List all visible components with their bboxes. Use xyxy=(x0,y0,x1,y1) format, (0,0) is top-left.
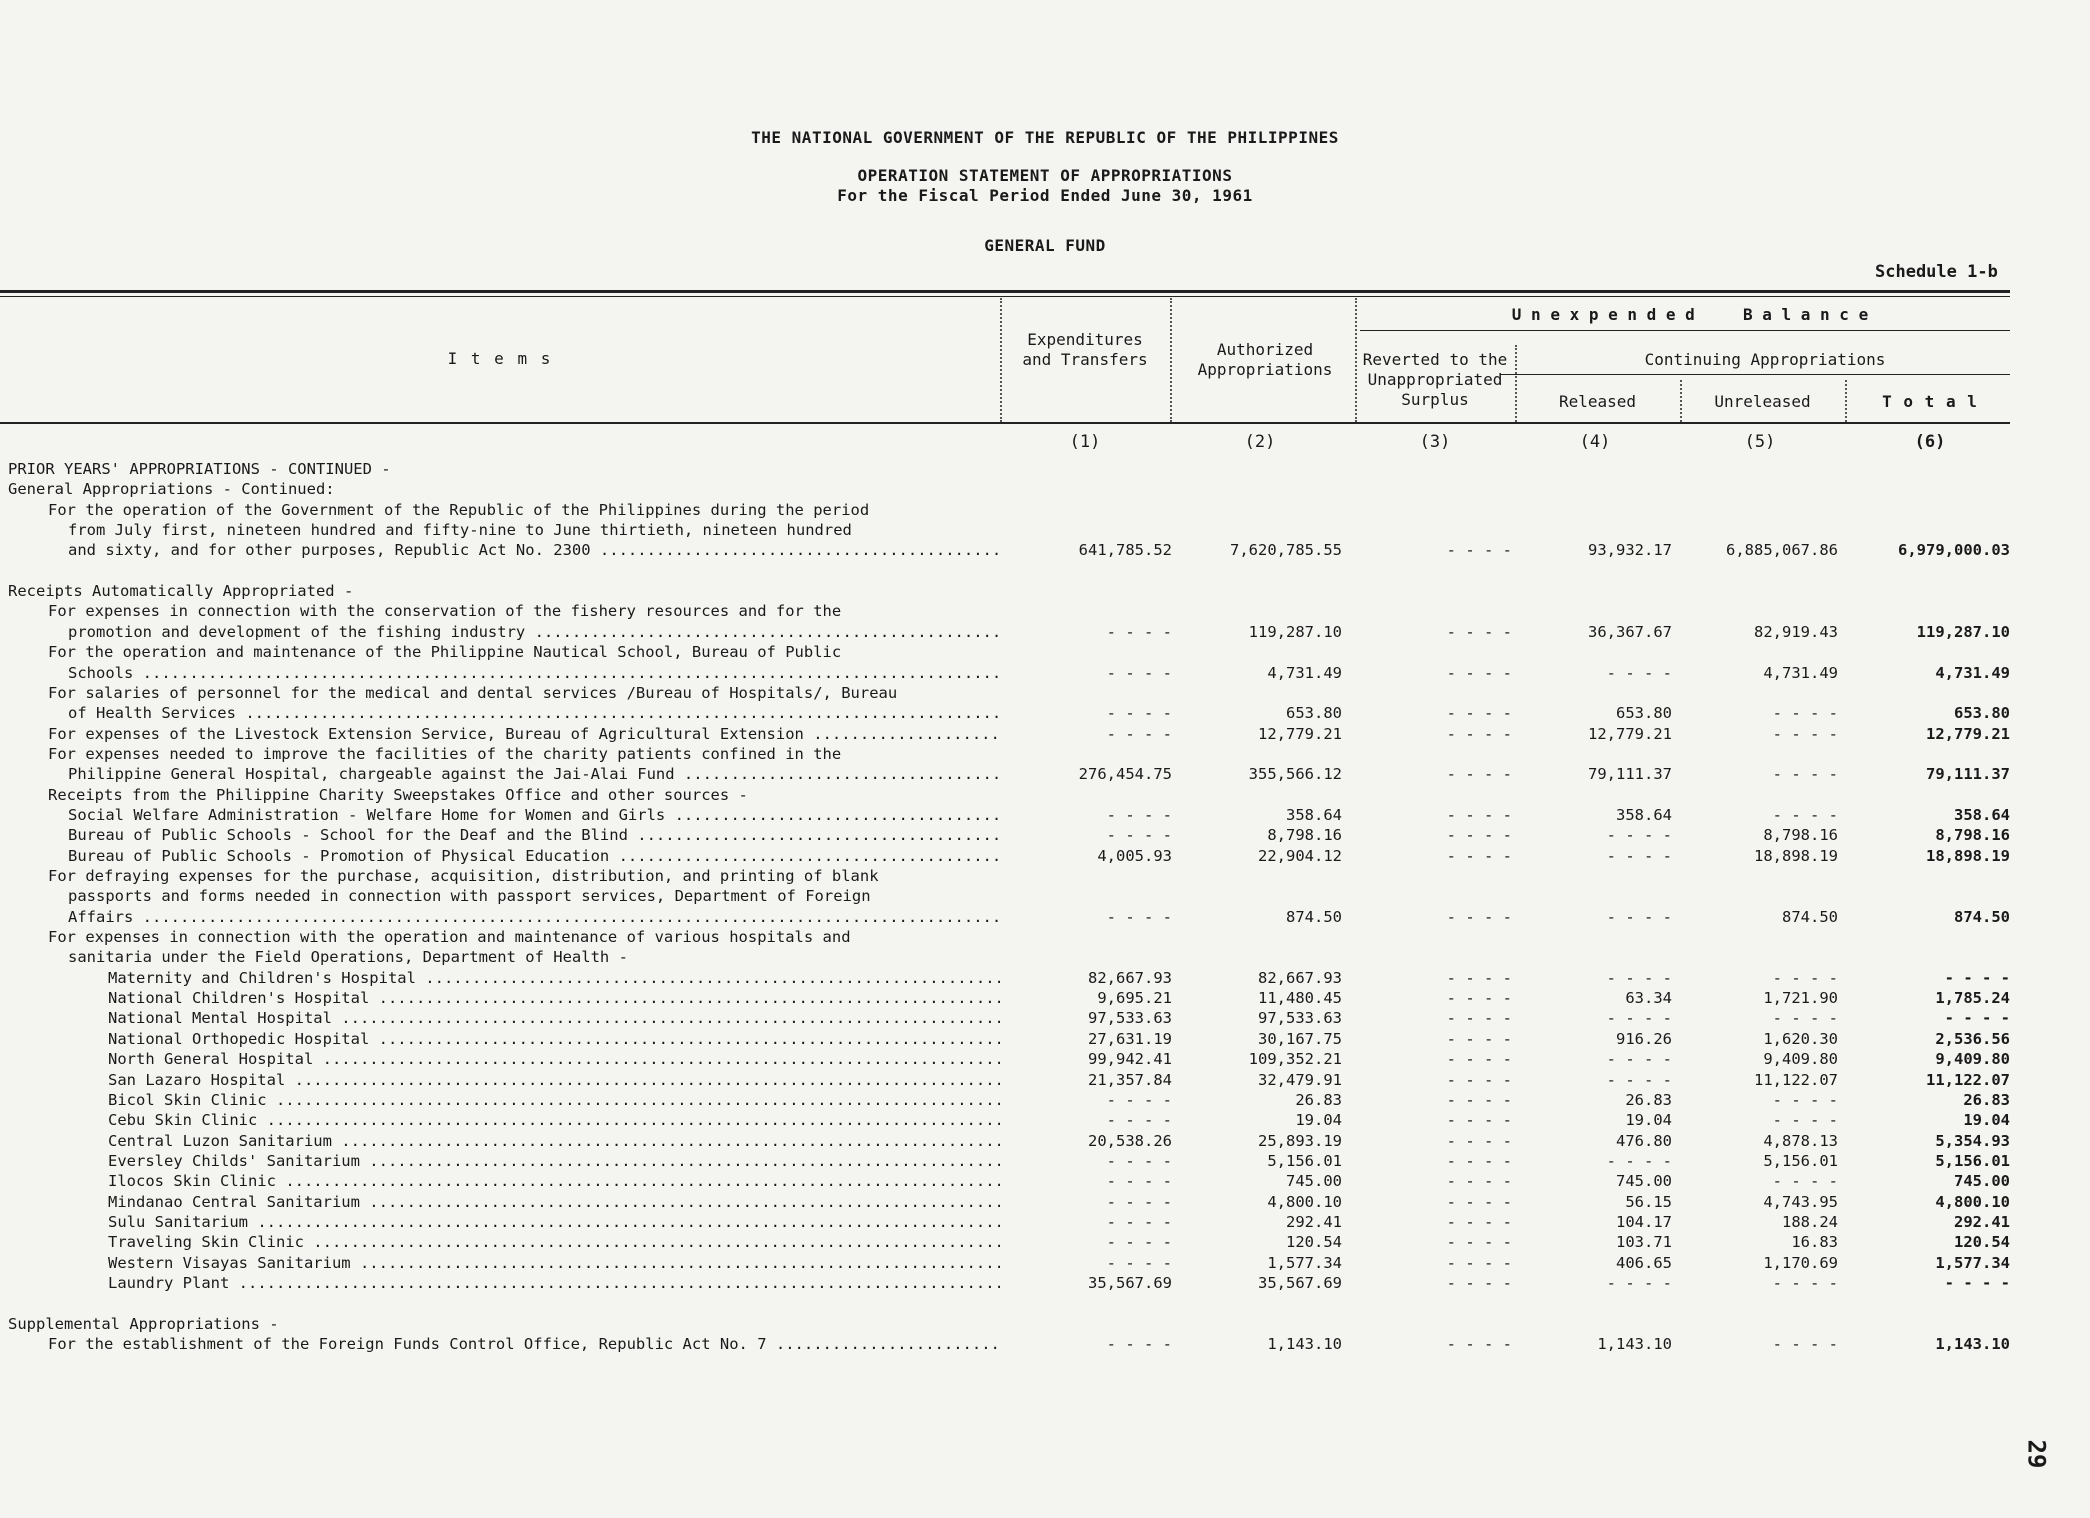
row-description: For the operation of the Government of the Republic of the Philippines during the period xyxy=(48,500,870,519)
expenditures-cell: 9,695.21 xyxy=(1097,989,1172,1008)
unreleased-cell: - - - - xyxy=(1772,1335,1838,1354)
total-cell: 119,287.10 xyxy=(1916,622,2010,641)
authorized-cell: 745.00 xyxy=(1286,1172,1342,1191)
unreleased-cell: 4,878.13 xyxy=(1763,1131,1838,1150)
unreleased-cell: - - - - xyxy=(1772,724,1838,743)
expenditures-header: Expenditures and Transfers xyxy=(1022,330,1148,369)
row-description: Supplemental Appropriations - xyxy=(8,1314,279,1333)
released-cell: 26.83 xyxy=(1625,1090,1672,1109)
row-description: Bicol Skin Clinic ..... xyxy=(108,1091,1000,1109)
reverted-cell: - - - - xyxy=(1446,541,1512,560)
expenditures-cell: - - - - xyxy=(1106,663,1172,682)
released-cell: - - - - xyxy=(1606,968,1672,987)
total-cell: 4,731.49 xyxy=(1935,663,2010,682)
reverted-cell: - - - - xyxy=(1446,704,1512,723)
authorized-cell: 30,167.75 xyxy=(1258,1029,1342,1048)
table-row xyxy=(0,1254,2090,1274)
expenditures-cell: - - - - xyxy=(1106,1192,1172,1211)
authorized-cell: 653.80 xyxy=(1286,704,1342,723)
row-description: Schools ..... xyxy=(68,664,1000,682)
authorized-cell: 119,287.10 xyxy=(1248,622,1342,641)
released-cell: 1,143.10 xyxy=(1597,1335,1672,1354)
expenditures-cell: 99,942.41 xyxy=(1088,1050,1172,1069)
row-description: Western Visayas Sanitarium ..... xyxy=(108,1254,1000,1272)
statement-title: OPERATION STATEMENT OF APPROPRIATIONS xyxy=(857,166,1233,185)
row-description: For expenses of the Livestock Extension Service, Bureau of Agricultural Extension ..... xyxy=(48,725,1000,743)
col-sep xyxy=(1355,298,1357,422)
total-cell: 11,122.07 xyxy=(1926,1070,2010,1089)
reverted-cell: - - - - xyxy=(1446,1212,1512,1231)
table-row xyxy=(0,1274,2090,1294)
unreleased-cell: - - - - xyxy=(1772,765,1838,784)
table-row xyxy=(0,765,2090,785)
table-row xyxy=(0,887,2090,907)
authorized-cell: 874.50 xyxy=(1286,907,1342,926)
total-cell: 1,143.10 xyxy=(1935,1335,2010,1354)
table-row xyxy=(0,623,2090,643)
reverted-cell: - - - - xyxy=(1446,1172,1512,1191)
balance-rule xyxy=(1360,330,2010,331)
schedule-label: Schedule 1-b xyxy=(1875,262,1998,282)
top-rule-thin xyxy=(0,296,2010,297)
col-sep xyxy=(1170,298,1172,422)
table-row xyxy=(0,1294,2090,1314)
total-cell: - - - - xyxy=(1944,1009,2010,1028)
expenditures-cell: - - - - xyxy=(1106,826,1172,845)
table-row xyxy=(0,847,2090,867)
authorized-cell: 1,577.34 xyxy=(1267,1253,1342,1272)
released-cell: 406.65 xyxy=(1616,1253,1672,1272)
reverted-cell: - - - - xyxy=(1446,1192,1512,1211)
unreleased-cell: 874.50 xyxy=(1782,907,1838,926)
authorized-cell: 19.04 xyxy=(1295,1111,1342,1130)
col-num-5: (5) xyxy=(1744,432,1776,452)
row-description: passports and forms needed in connection with passport services, Department of Foreign xyxy=(68,887,871,906)
row-description: For expenses needed to improve the facilities of the charity patients confined in the xyxy=(48,744,842,763)
table-row xyxy=(0,1030,2090,1050)
expenditures-cell: - - - - xyxy=(1106,704,1172,723)
reverted-cell: - - - - xyxy=(1446,1090,1512,1109)
table-row xyxy=(0,684,2090,704)
unreleased-cell: 11,122.07 xyxy=(1754,1070,1838,1089)
row-description: Sulu Sanitarium ..... xyxy=(108,1213,1000,1231)
expenditures-cell: 20,538.26 xyxy=(1088,1131,1172,1150)
authorized-cell: 22,904.12 xyxy=(1258,846,1342,865)
row-description: Social Welfare Administration - Welfare Home for Women and Girls ..... xyxy=(68,806,1000,824)
col-sep xyxy=(1000,298,1002,422)
total-cell: 18,898.19 xyxy=(1926,846,2010,865)
table-row xyxy=(0,1071,2090,1091)
released-header: Released xyxy=(1558,392,1637,411)
row-description: Eversley Childs' Sanitarium ..... xyxy=(108,1152,1000,1170)
total-cell: 79,111.37 xyxy=(1926,765,2010,784)
authorized-cell: 109,352.21 xyxy=(1248,1050,1342,1069)
table-row xyxy=(0,602,2090,622)
released-cell: - - - - xyxy=(1606,663,1672,682)
released-cell: 63.34 xyxy=(1625,989,1672,1008)
table-row xyxy=(0,582,2090,602)
expenditures-cell: - - - - xyxy=(1106,1233,1172,1252)
row-description: For defraying expenses for the purchase, acquisition, distribution, and printing of blank xyxy=(48,867,879,885)
continuing-header: Continuing Appropriations xyxy=(1644,350,1886,369)
row-description: National Mental Hospital ..... xyxy=(108,1009,1000,1027)
expenditures-cell: - - - - xyxy=(1106,1212,1172,1231)
table-row xyxy=(0,989,2090,1009)
row-description: sanitaria under the Field Operations, Department of Health - xyxy=(68,948,628,967)
total-cell: 4,800.10 xyxy=(1935,1192,2010,1211)
released-cell: 653.80 xyxy=(1616,704,1672,723)
released-cell: - - - - xyxy=(1606,1050,1672,1069)
row-description: San Lazaro Hospital ..... xyxy=(108,1071,1000,1089)
row-description: Receipts Automatically Appropriated - xyxy=(8,582,354,601)
items-header: I t e m s xyxy=(447,349,553,368)
reverted-header: Reverted to the Unappropriated Surplus xyxy=(1362,350,1508,409)
fiscal-period: For the Fiscal Period Ended June 30, 1961 xyxy=(837,186,1253,205)
reverted-cell: - - - - xyxy=(1446,1009,1512,1028)
authorized-header: Authorized Appropriations xyxy=(1197,340,1333,379)
reverted-cell: - - - - xyxy=(1446,1151,1512,1170)
table-row xyxy=(0,1152,2090,1172)
unreleased-cell: 6,885,067.86 xyxy=(1726,541,1838,560)
table-row xyxy=(0,1193,2090,1213)
page-number: 29 xyxy=(2022,1439,2051,1469)
released-cell: 358.64 xyxy=(1616,805,1672,824)
col-num-6: (6) xyxy=(1914,432,1946,452)
row-description: For salaries of personnel for the medical and dental services /Bureau of Hospitals/, Bureau xyxy=(48,683,898,702)
table-row xyxy=(0,908,2090,928)
expenditures-cell: 4,005.93 xyxy=(1097,846,1172,865)
table-row xyxy=(0,1315,2090,1335)
reverted-cell: - - - - xyxy=(1446,826,1512,845)
total-cell: 6,979,000.03 xyxy=(1898,541,2010,560)
table-row xyxy=(0,541,2090,561)
authorized-cell: 292.41 xyxy=(1286,1212,1342,1231)
table-row xyxy=(0,1233,2090,1253)
unreleased-cell: 82,919.43 xyxy=(1754,622,1838,641)
table-row xyxy=(0,1009,2090,1029)
reverted-cell: - - - - xyxy=(1446,663,1512,682)
authorized-cell: 25,893.19 xyxy=(1258,1131,1342,1150)
header-bottom-rule xyxy=(0,422,2010,424)
table-row xyxy=(0,1111,2090,1131)
unreleased-header: Unreleased xyxy=(1714,392,1811,411)
reverted-cell: - - - - xyxy=(1446,907,1512,926)
col-sep xyxy=(1680,380,1682,422)
unreleased-cell: - - - - xyxy=(1772,1090,1838,1109)
expenditures-cell: - - - - xyxy=(1106,805,1172,824)
table-row xyxy=(0,1091,2090,1111)
expenditures-cell: 27,631.19 xyxy=(1088,1029,1172,1048)
total-cell: - - - - xyxy=(1944,968,2010,987)
row-description: and sixty, and for other purposes, Republic Act No. 2300 ..... xyxy=(68,541,1000,559)
released-cell: 56.15 xyxy=(1625,1192,1672,1211)
row-description: General Appropriations - Continued: xyxy=(8,480,335,499)
table-row xyxy=(0,806,2090,826)
row-description: Philippine General Hospital, chargeable against the Jai-Alai Fund ..... xyxy=(68,765,1000,783)
unreleased-cell: - - - - xyxy=(1772,1274,1838,1292)
table-row xyxy=(0,786,2090,806)
reverted-cell: - - - - xyxy=(1446,1274,1512,1292)
table-row xyxy=(0,826,2090,846)
reverted-cell: - - - - xyxy=(1446,1253,1512,1272)
total-cell: 653.80 xyxy=(1954,704,2010,723)
col-num-1: (1) xyxy=(1069,432,1101,452)
row-description: Laundry Plant ..... xyxy=(108,1274,1000,1292)
government-title: THE NATIONAL GOVERNMENT OF THE REPUBLIC OF THE PHILIPPINES xyxy=(751,128,1339,147)
unreleased-cell: 4,743.95 xyxy=(1763,1192,1838,1211)
reverted-cell: - - - - xyxy=(1446,1335,1512,1354)
released-cell: 745.00 xyxy=(1616,1172,1672,1191)
total-cell: 5,354.93 xyxy=(1935,1131,2010,1150)
row-description: PRIOR YEARS' APPROPRIATIONS - CONTINUED - xyxy=(8,460,391,478)
authorized-cell: 4,800.10 xyxy=(1267,1192,1342,1211)
total-cell: 1,785.24 xyxy=(1935,989,2010,1008)
row-description: Affairs ..... xyxy=(68,908,1000,926)
row-description: National Children's Hospital ..... xyxy=(108,989,1000,1007)
unreleased-cell: 5,156.01 xyxy=(1763,1151,1838,1170)
unexpended-balance-header: U n e x p e n d e d B a l a n c e xyxy=(1511,305,1869,324)
table-row xyxy=(0,1050,2090,1070)
total-cell: 1,577.34 xyxy=(1935,1253,2010,1272)
row-description: For the operation and maintenance of the Philippine Nautical School, Bureau of Public xyxy=(48,643,842,662)
continuing-rule xyxy=(1500,374,2010,375)
authorized-cell: 120.54 xyxy=(1286,1233,1342,1252)
table-row xyxy=(0,1172,2090,1192)
reverted-cell: - - - - xyxy=(1446,805,1512,824)
unreleased-cell: - - - - xyxy=(1772,1009,1838,1028)
table-row xyxy=(0,928,2090,948)
authorized-cell: 4,731.49 xyxy=(1267,663,1342,682)
table-row xyxy=(0,1132,2090,1152)
authorized-cell: 7,620,785.55 xyxy=(1230,541,1342,560)
top-rule xyxy=(0,290,2010,293)
reverted-cell: - - - - xyxy=(1446,1131,1512,1150)
total-cell: 26.83 xyxy=(1963,1090,2010,1109)
unreleased-cell: 8,798.16 xyxy=(1763,826,1838,845)
unreleased-cell: 9,409.80 xyxy=(1763,1050,1838,1069)
table-row xyxy=(0,704,2090,724)
released-cell: 12,779.21 xyxy=(1588,724,1672,743)
total-cell: 874.50 xyxy=(1954,907,2010,926)
total-cell: 358.64 xyxy=(1954,805,2010,824)
authorized-cell: 26.83 xyxy=(1295,1090,1342,1109)
row-description: Ilocos Skin Clinic ..... xyxy=(108,1172,1000,1190)
released-cell: 104.17 xyxy=(1616,1212,1672,1231)
authorized-cell: 1,143.10 xyxy=(1267,1335,1342,1354)
authorized-cell: 355,566.12 xyxy=(1248,765,1342,784)
col-num-4: (4) xyxy=(1579,432,1611,452)
row-description: Bureau of Public Schools - School for the Deaf and the Blind ..... xyxy=(68,826,1000,844)
total-cell: 120.54 xyxy=(1954,1233,2010,1252)
row-description: For the establishment of the Foreign Funds Control Office, Republic Act No. 7 ..... xyxy=(48,1335,1000,1353)
table-row xyxy=(0,867,2090,887)
released-cell: 93,932.17 xyxy=(1588,541,1672,560)
reverted-cell: - - - - xyxy=(1446,1050,1512,1069)
reverted-cell: - - - - xyxy=(1446,724,1512,743)
expenditures-cell: 641,785.52 xyxy=(1078,541,1172,560)
expenditures-cell: - - - - xyxy=(1106,1172,1172,1191)
expenditures-cell: - - - - xyxy=(1106,1090,1172,1109)
reverted-cell: - - - - xyxy=(1446,1070,1512,1089)
row-description: from July first, nineteen hundred and fifty-nine to June thirtieth, nineteen hundred xyxy=(68,521,852,540)
row-description: Central Luzon Sanitarium ..... xyxy=(108,1132,1000,1150)
reverted-cell: - - - - xyxy=(1446,1111,1512,1130)
table-row xyxy=(0,725,2090,745)
table-row xyxy=(0,480,2090,500)
reverted-cell: - - - - xyxy=(1446,968,1512,987)
row-description: Traveling Skin Clinic ..... xyxy=(108,1233,1000,1251)
row-description: of Health Services ..... xyxy=(68,704,1000,722)
authorized-cell: 11,480.45 xyxy=(1258,989,1342,1008)
released-cell: 476.80 xyxy=(1616,1131,1672,1150)
row-description: Receipts from the Philippine Charity Sweepstakes Office and other sources - xyxy=(48,785,748,804)
table-row xyxy=(0,562,2090,582)
col-num-3: (3) xyxy=(1419,432,1451,452)
row-description: Mindanao Central Sanitarium ..... xyxy=(108,1193,1000,1211)
expenditures-cell: - - - - xyxy=(1106,1253,1172,1272)
unreleased-cell: - - - - xyxy=(1772,968,1838,987)
released-cell: - - - - xyxy=(1606,1070,1672,1089)
total-cell: 5,156.01 xyxy=(1935,1151,2010,1170)
unreleased-cell: - - - - xyxy=(1772,1172,1838,1191)
total-cell: 292.41 xyxy=(1954,1212,2010,1231)
row-description: Bureau of Public Schools - Promotion of Physical Education ..... xyxy=(68,847,1000,865)
table-row xyxy=(0,969,2090,989)
authorized-cell: 82,667.93 xyxy=(1258,968,1342,987)
authorized-cell: 97,533.63 xyxy=(1258,1009,1342,1028)
col-sep xyxy=(1845,380,1847,422)
table-row xyxy=(0,745,2090,765)
authorized-cell: 12,779.21 xyxy=(1258,724,1342,743)
released-cell: - - - - xyxy=(1606,1009,1672,1028)
reverted-cell: - - - - xyxy=(1446,1233,1512,1252)
unreleased-cell: 18,898.19 xyxy=(1754,846,1838,865)
row-description: For expenses in connection with the conservation of the fishery resources and for the xyxy=(48,602,842,621)
expenditures-cell: 97,533.63 xyxy=(1088,1009,1172,1028)
expenditures-cell: - - - - xyxy=(1106,1111,1172,1130)
unreleased-cell: - - - - xyxy=(1772,1111,1838,1130)
unreleased-cell: 16.83 xyxy=(1791,1233,1838,1252)
row-description: National Orthopedic Hospital ..... xyxy=(108,1030,1000,1048)
total-cell: 9,409.80 xyxy=(1935,1050,2010,1069)
expenditures-cell: 82,667.93 xyxy=(1088,968,1172,987)
table-row xyxy=(0,664,2090,684)
released-cell: 19.04 xyxy=(1625,1111,1672,1130)
expenditures-cell: - - - - xyxy=(1106,907,1172,926)
total-cell: 2,536.56 xyxy=(1935,1029,2010,1048)
unreleased-cell: - - - - xyxy=(1772,805,1838,824)
row-description: For expenses in connection with the operation and maintenance of various hospitals and xyxy=(48,928,851,947)
row-description: North General Hospital ..... xyxy=(108,1050,1000,1068)
unreleased-cell: - - - - xyxy=(1772,704,1838,723)
table-row xyxy=(0,501,2090,521)
released-cell: 916.26 xyxy=(1616,1029,1672,1048)
released-cell: 36,367.67 xyxy=(1588,622,1672,641)
reverted-cell: - - - - xyxy=(1446,846,1512,865)
expenditures-cell: - - - - xyxy=(1106,724,1172,743)
table-row xyxy=(0,948,2090,968)
released-cell: - - - - xyxy=(1606,1151,1672,1170)
total-cell: - - - - xyxy=(1944,1274,2010,1292)
table-row xyxy=(0,521,2090,541)
reverted-cell: - - - - xyxy=(1446,622,1512,641)
authorized-cell: 32,479.91 xyxy=(1258,1070,1342,1089)
total-cell: 12,779.21 xyxy=(1926,724,2010,743)
expenditures-cell: - - - - xyxy=(1106,622,1172,641)
released-cell: - - - - xyxy=(1606,846,1672,865)
released-cell: 79,111.37 xyxy=(1588,765,1672,784)
row-description: Cebu Skin Clinic ..... xyxy=(108,1111,1000,1129)
unreleased-cell: 4,731.49 xyxy=(1763,663,1838,682)
table-row xyxy=(0,1213,2090,1233)
reverted-cell: - - - - xyxy=(1446,1029,1512,1048)
unreleased-cell: 1,721.90 xyxy=(1763,989,1838,1008)
table-row xyxy=(0,1335,2090,1355)
col-sep xyxy=(1515,345,1517,422)
reverted-cell: - - - - xyxy=(1446,989,1512,1008)
expenditures-cell: 21,357.84 xyxy=(1088,1070,1172,1089)
expenditures-cell: - - - - xyxy=(1106,1151,1172,1170)
unreleased-cell: 188.24 xyxy=(1782,1212,1838,1231)
authorized-cell: 5,156.01 xyxy=(1267,1151,1342,1170)
released-cell: - - - - xyxy=(1606,907,1672,926)
unreleased-cell: 1,170.69 xyxy=(1763,1253,1838,1272)
expenditures-cell: 276,454.75 xyxy=(1078,765,1172,784)
authorized-cell: 358.64 xyxy=(1286,805,1342,824)
total-cell: 8,798.16 xyxy=(1935,826,2010,845)
total-cell: 745.00 xyxy=(1954,1172,2010,1191)
col-num-2: (2) xyxy=(1244,432,1276,452)
total-header: T o t a l xyxy=(1882,392,1978,411)
expenditures-cell: 35,567.69 xyxy=(1088,1274,1172,1292)
unreleased-cell: 1,620.30 xyxy=(1763,1029,1838,1048)
fund-name: GENERAL FUND xyxy=(984,236,1106,255)
expenditures-cell: - - - - xyxy=(1106,1335,1172,1354)
released-cell: - - - - xyxy=(1606,1274,1672,1292)
authorized-cell: 8,798.16 xyxy=(1267,826,1342,845)
total-cell: 19.04 xyxy=(1963,1111,2010,1130)
row-description: Maternity and Children's Hospital ..... xyxy=(108,969,1000,987)
released-cell: 103.71 xyxy=(1616,1233,1672,1252)
table-row xyxy=(0,643,2090,663)
released-cell: - - - - xyxy=(1606,826,1672,845)
table-row xyxy=(0,460,2090,480)
authorized-cell: 35,567.69 xyxy=(1258,1274,1342,1292)
reverted-cell: - - - - xyxy=(1446,765,1512,784)
row-description: promotion and development of the fishing industry ..... xyxy=(68,623,1000,641)
